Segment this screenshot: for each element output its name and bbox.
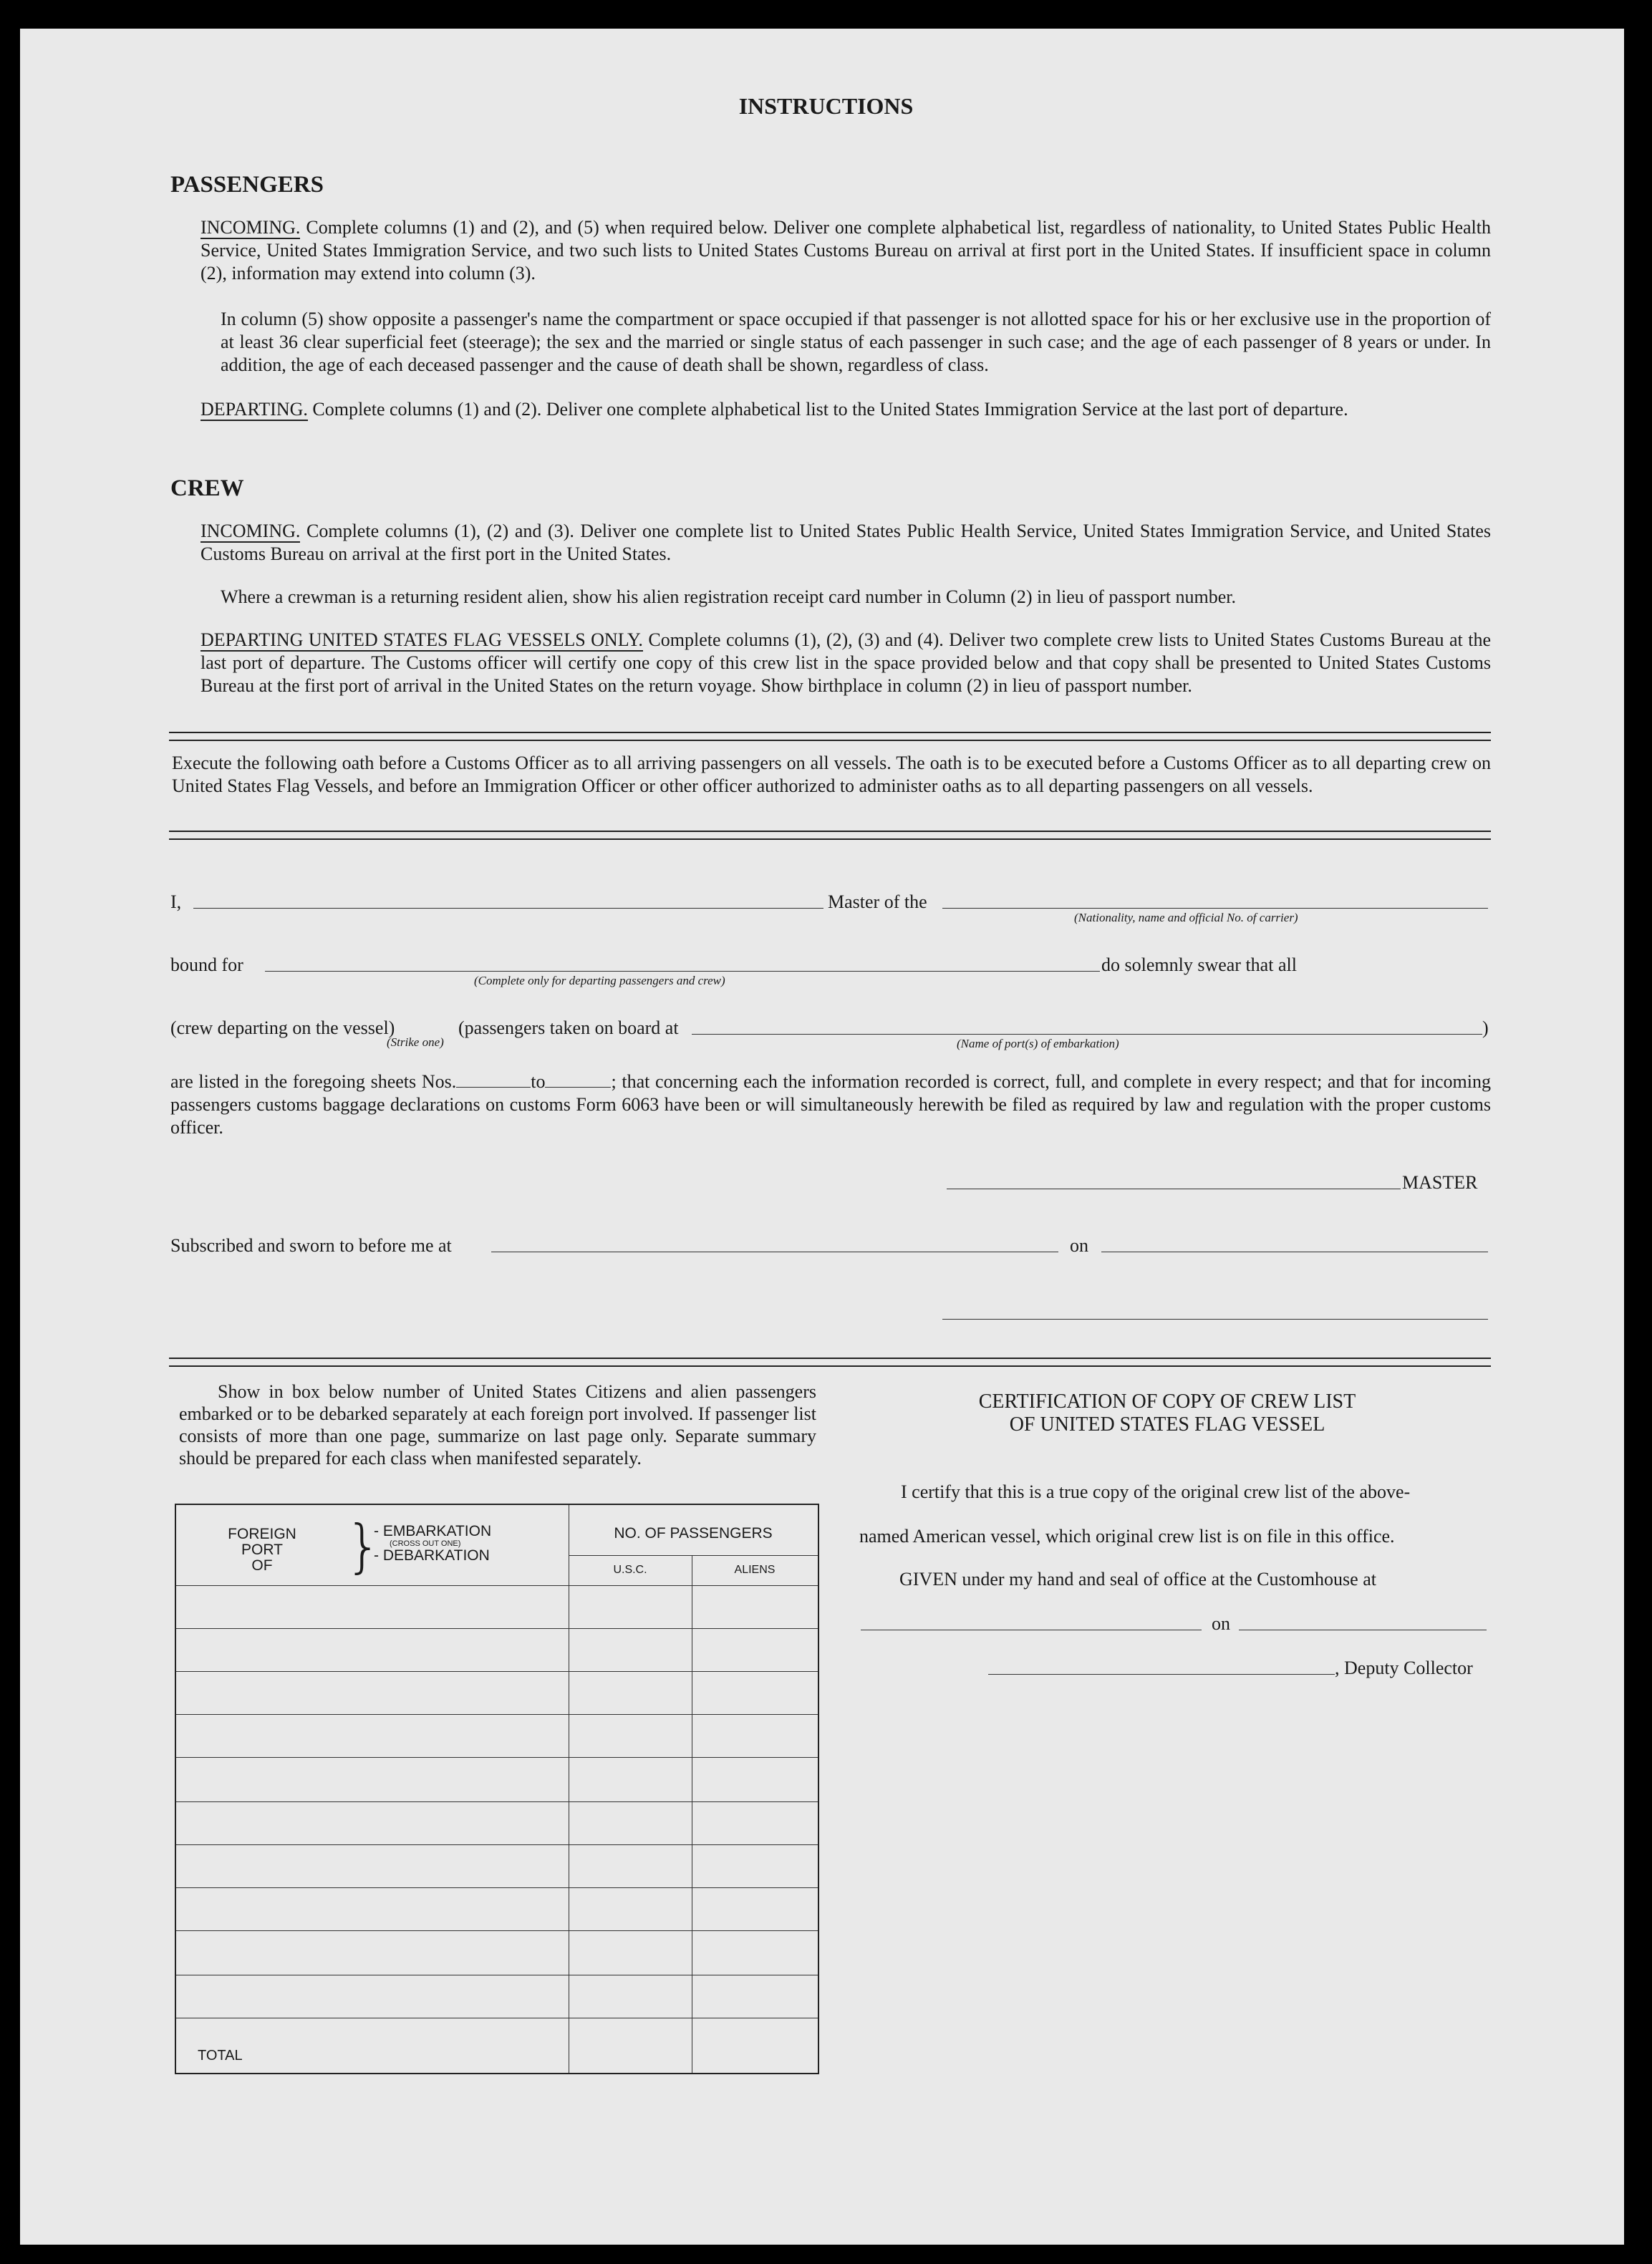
embarkation-ports-field[interactable] bbox=[692, 1034, 1482, 1035]
usc-header: U.S.C. bbox=[613, 1564, 647, 1576]
bound-for-field[interactable] bbox=[265, 971, 1100, 972]
summary-note: Show in box below number of United States Citizens and alien passengers embarked or to be debarked separately at each foreign port involved. If passenger list consists of more than one page, summarize on last page only. Separate summary should be prepared for each class when manifested separately. bbox=[179, 1381, 816, 1469]
embarkation-text: - EMBARKATION bbox=[374, 1523, 492, 1539]
brace-glyph: } bbox=[345, 1513, 382, 1580]
sworn-on-label: on bbox=[1070, 1235, 1088, 1256]
ports-caption: (Name of port(s) of embarkation) bbox=[957, 1037, 1119, 1050]
divider-double-rule bbox=[169, 1358, 1491, 1367]
table-row[interactable] bbox=[176, 1801, 818, 1802]
oath-instruction: Execute the following oath before a Customs Officer as to all arriving passengers on all vessels. The oath is to be executed before a Customs Officer as to all departing crew on United States Flag Vessels, and before an Immigration Officer or other officer authorized to administer oaths as to all departing passengers on all vessels. bbox=[172, 753, 1491, 796]
bound-for-label: bound for bbox=[170, 954, 243, 975]
certification-title-line1: CERTIFICATION OF COPY OF CREW LIST bbox=[978, 1390, 1356, 1413]
table-divider bbox=[176, 1585, 818, 1586]
crew-departing-label: DEPARTING UNITED STATES FLAG VESSELS ONLY. bbox=[201, 629, 643, 650]
master-name-field[interactable] bbox=[193, 908, 823, 909]
crew-incoming-text: Complete columns (1), (2) and (3). Deliver one complete list to United States Public Health Service, United States Immigration Service, and United States Customs Bureau on arrival at the first port in the United States. bbox=[201, 521, 1491, 564]
passengers-taken-option[interactable]: (passengers taken on board at bbox=[458, 1017, 679, 1038]
crew-resident-paragraph: Where a crewman is a returning resident alien, show his alien registration receipt card number in Column (2) in lieu of passport number. bbox=[221, 586, 1237, 607]
to-label: to bbox=[531, 1071, 546, 1092]
sheets-to-field[interactable] bbox=[545, 1070, 611, 1088]
divider-double-rule bbox=[169, 831, 1491, 840]
subscribed-label: Subscribed and sworn to before me at bbox=[170, 1235, 452, 1256]
passengers-departing-paragraph bbox=[201, 398, 1491, 421]
oath-i-label: I, bbox=[170, 891, 182, 912]
table-row[interactable] bbox=[176, 1844, 818, 1845]
debarkation-text: - DEBARKATION bbox=[374, 1547, 490, 1564]
table-row[interactable] bbox=[176, 1714, 818, 1715]
foreign-header bbox=[176, 1527, 348, 1574]
nationality-caption: (Nationality, name and official No. of carrier) bbox=[1074, 911, 1298, 924]
no-of-passengers-header: NO. OF PASSENGERS bbox=[614, 1525, 773, 1542]
certification-line2: named American vessel, which original crew list is on file in this office. bbox=[859, 1526, 1395, 1547]
sheets-from-field[interactable] bbox=[456, 1070, 531, 1088]
table-row[interactable] bbox=[176, 1671, 818, 1672]
crew-departing-paragraph bbox=[201, 629, 1491, 697]
table-row[interactable] bbox=[176, 1757, 818, 1758]
close-paren: ) bbox=[1482, 1017, 1489, 1038]
page-title: INSTRUCTIONS bbox=[738, 93, 914, 119]
deputy-collector-label: , Deputy Collector bbox=[1335, 1658, 1473, 1678]
passengers-departing-label: DEPARTING. bbox=[201, 399, 308, 420]
table-row[interactable] bbox=[176, 1628, 818, 1629]
crew-heading: CREW bbox=[170, 475, 244, 501]
table-row[interactable] bbox=[176, 1887, 818, 1888]
passengers-heading: PASSENGERS bbox=[170, 172, 324, 198]
carrier-field[interactable] bbox=[942, 908, 1488, 909]
crew-incoming-paragraph bbox=[201, 520, 1491, 566]
complete-only-caption: (Complete only for departing passengers and crew) bbox=[474, 974, 725, 987]
passengers-incoming-text: Complete columns (1) and (2), and (5) when required below. Deliver one complete alphabetical list, regardless of nationality, to United States Public Health Service, United States Immigration Service, and two such lists to United States Customs Bureau on arrival at first port in the United States. If insufficient space in column (2), information may extend into column (3). bbox=[201, 217, 1492, 284]
certification-line3: GIVEN under my hand and seal of office at the Customhouse at bbox=[899, 1569, 1376, 1590]
table-row[interactable] bbox=[176, 1930, 818, 1931]
aliens-header: ALIENS bbox=[734, 1564, 776, 1576]
crew-incoming-label: INCOMING. bbox=[201, 521, 301, 541]
divider-double-rule bbox=[169, 732, 1491, 741]
cross-out-text: (CROSS OUT ONE) bbox=[390, 1539, 461, 1548]
of-text: OF bbox=[251, 1557, 273, 1574]
passenger-summary-table bbox=[175, 1504, 819, 2074]
passengers-departing-text: Complete columns (1) and (2). Deliver one complete alphabetical list to the United States Immigration Service at the last port of departure. bbox=[312, 399, 1348, 420]
strike-one-caption: (Strike one) bbox=[387, 1035, 444, 1049]
master-of-the-label: Master of the bbox=[828, 891, 927, 912]
certification-title-line2: OF UNITED STATES FLAG VESSEL bbox=[1009, 1413, 1325, 1436]
solemnly-swear-label: do solemnly swear that all bbox=[1101, 954, 1297, 975]
passengers-column5-paragraph: In column (5) show opposite a passenger's name the compartment or space occupied if that passenger is not allotted space for his or her exclusive use in the proportion of at least 36 clear superficial feet (steerage); the sex and the married or single status of each passenger in such case; and the age of each passenger of 8 years or under. In addition, the age of each deceased passenger and the cause of death shall be shown, regardless of class. bbox=[221, 309, 1491, 375]
deputy-signature-line[interactable] bbox=[988, 1674, 1335, 1675]
oath-listed-text: ; that concerning each the information recorded is correct, full, and complete in every respect; and that for incoming passengers customs baggage declarations on customs Form 6063 have been or will simultaneously herewith be filed as required by law and regulation with the proper customs officer. bbox=[170, 1071, 1491, 1138]
sheets-label: are listed in the foregoing sheets Nos. bbox=[170, 1071, 457, 1092]
crew-departing-option[interactable]: (crew departing on the vessel) bbox=[170, 1017, 395, 1038]
certification-on-label: on bbox=[1212, 1613, 1230, 1634]
passengers-incoming-label: INCOMING. bbox=[201, 217, 301, 238]
master-label: MASTER bbox=[1402, 1172, 1478, 1193]
crew-departing-text: Complete columns (1), (2), (3) and (4). Deliver two complete crew lists to United States Customs Bureau at the last port of departure. The Customs officer will certify one copy of this crew list in the space provided below and that copy shall be presented to United States Customs Bureau at the first port of arrival in the United States on the return voyage. Show birthplace in column (2) in lieu of passport number. bbox=[201, 629, 1492, 696]
certification-title bbox=[845, 1390, 1489, 1436]
table-divider bbox=[569, 1555, 818, 1556]
foreign-text: FOREIGN bbox=[228, 1526, 296, 1542]
passengers-incoming-paragraph bbox=[201, 216, 1491, 285]
embark-debark-header bbox=[374, 1524, 491, 1564]
officer-signature-line[interactable] bbox=[942, 1319, 1488, 1320]
certification-line1: I certify that this is a true copy of the original crew list of the above- bbox=[901, 1481, 1411, 1502]
total-label: TOTAL bbox=[198, 2048, 243, 2064]
oath-listed-paragraph bbox=[170, 1070, 1491, 1139]
port-text: PORT bbox=[241, 1542, 283, 1558]
